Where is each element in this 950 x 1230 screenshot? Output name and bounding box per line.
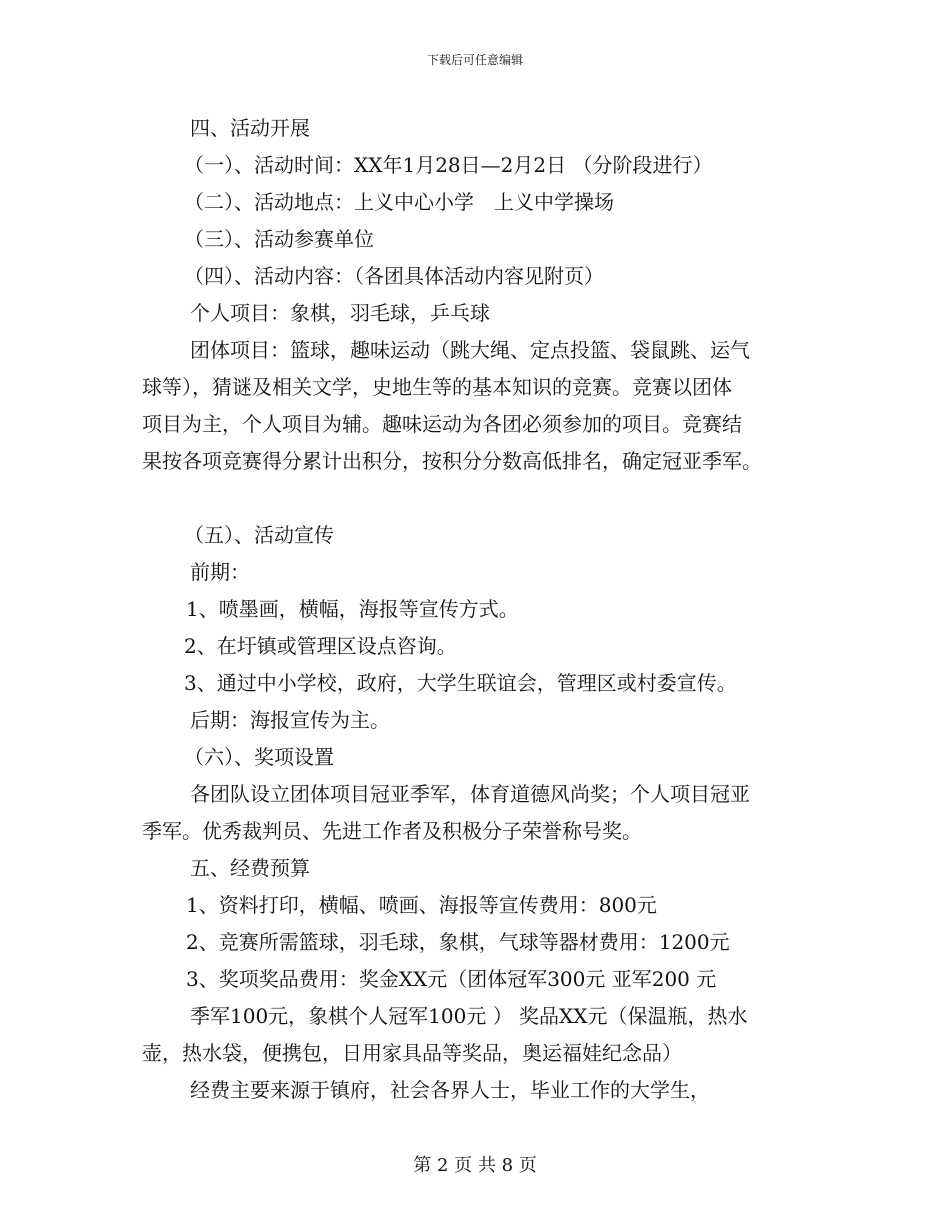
- paragraph-line: 壶，热水袋，便携包，日用家具品等奖品，奥运福娃纪念品）: [142, 1041, 682, 1065]
- list-item: 3、通过中小学校，政府，大学生联谊会，管理区或村委宣传。: [184, 671, 737, 695]
- paragraph-line: 季军100元，象棋个人冠军100元 ） 奖品XX元（保温瓶，热水: [190, 1004, 748, 1028]
- paragraph-line: 后期：海报宣传为主。: [190, 708, 390, 732]
- paragraph-line: （六）、奖项设置: [184, 745, 334, 769]
- paragraph-line: 各团队设立团体项目冠亚季军，体育道德风尚奖；个人项目冠亚: [190, 782, 750, 806]
- blank-line: [142, 480, 812, 517]
- paragraph-line: 季军。优秀裁判员、先进工作者及积极分子荣誉称号奖。: [142, 819, 642, 843]
- paragraph-line: （二）、活动地点：上义中心小学 上义中学操场: [184, 190, 614, 214]
- paragraph-line: 个人项目：象棋，羽毛球，乒乓球: [190, 301, 490, 325]
- paragraph-line: （三）、活动参赛单位: [184, 227, 374, 251]
- paragraph-line: 项目为主，个人项目为辅。趣味运动为各团必须参加的项目。竞赛结: [142, 412, 742, 436]
- paragraph-line: 经费主要来源于镇府，社会各界人士，毕业工作的大学生，: [190, 1078, 710, 1102]
- paragraph-line: （一）、活动时间：XX年1月28日—2月2日 （分阶段进行）: [184, 153, 713, 177]
- paragraph-line: （四）、活动内容：（各团具体活动内容见附页）: [184, 264, 604, 288]
- paragraph-line: 果按各项竞赛得分累计出积分，按积分分数高低排名，确定冠亚季军。: [142, 449, 762, 473]
- section-heading: 五、经费预算: [190, 856, 310, 880]
- list-item: 2、竞赛所需篮球，羽毛球，象棋，气球等器材费用：1200元: [186, 930, 730, 954]
- page-header: 下载后可任意编辑: [426, 53, 523, 67]
- paragraph-line: （五）、活动宣传: [184, 523, 334, 547]
- list-item: 1、喷墨画，横幅，海报等宣传方式。: [186, 597, 519, 621]
- paragraph-line: 团体项目：篮球，趣味运动（跳大绳、定点投篮、袋鼠跳、运气: [190, 338, 750, 362]
- list-item: 1、资料打印，横幅、喷画、海报等宣传费用：800元: [186, 893, 657, 917]
- section-heading: 四、活动开展: [190, 116, 310, 140]
- list-item: 2、在圩镇或管理区设点咨询。: [184, 634, 457, 658]
- document-body: [142, 110, 812, 1109]
- paragraph-line: 前期：: [190, 560, 250, 584]
- paragraph-line: 球等），猜谜及相关文学，史地生等的基本知识的竞赛。竞赛以团体: [142, 375, 732, 399]
- page-number: 第 2 页 共 8 页: [413, 1155, 537, 1176]
- list-item: 3、奖项奖品费用：奖金XX元（团体冠军300元 亚军200 元: [186, 967, 717, 991]
